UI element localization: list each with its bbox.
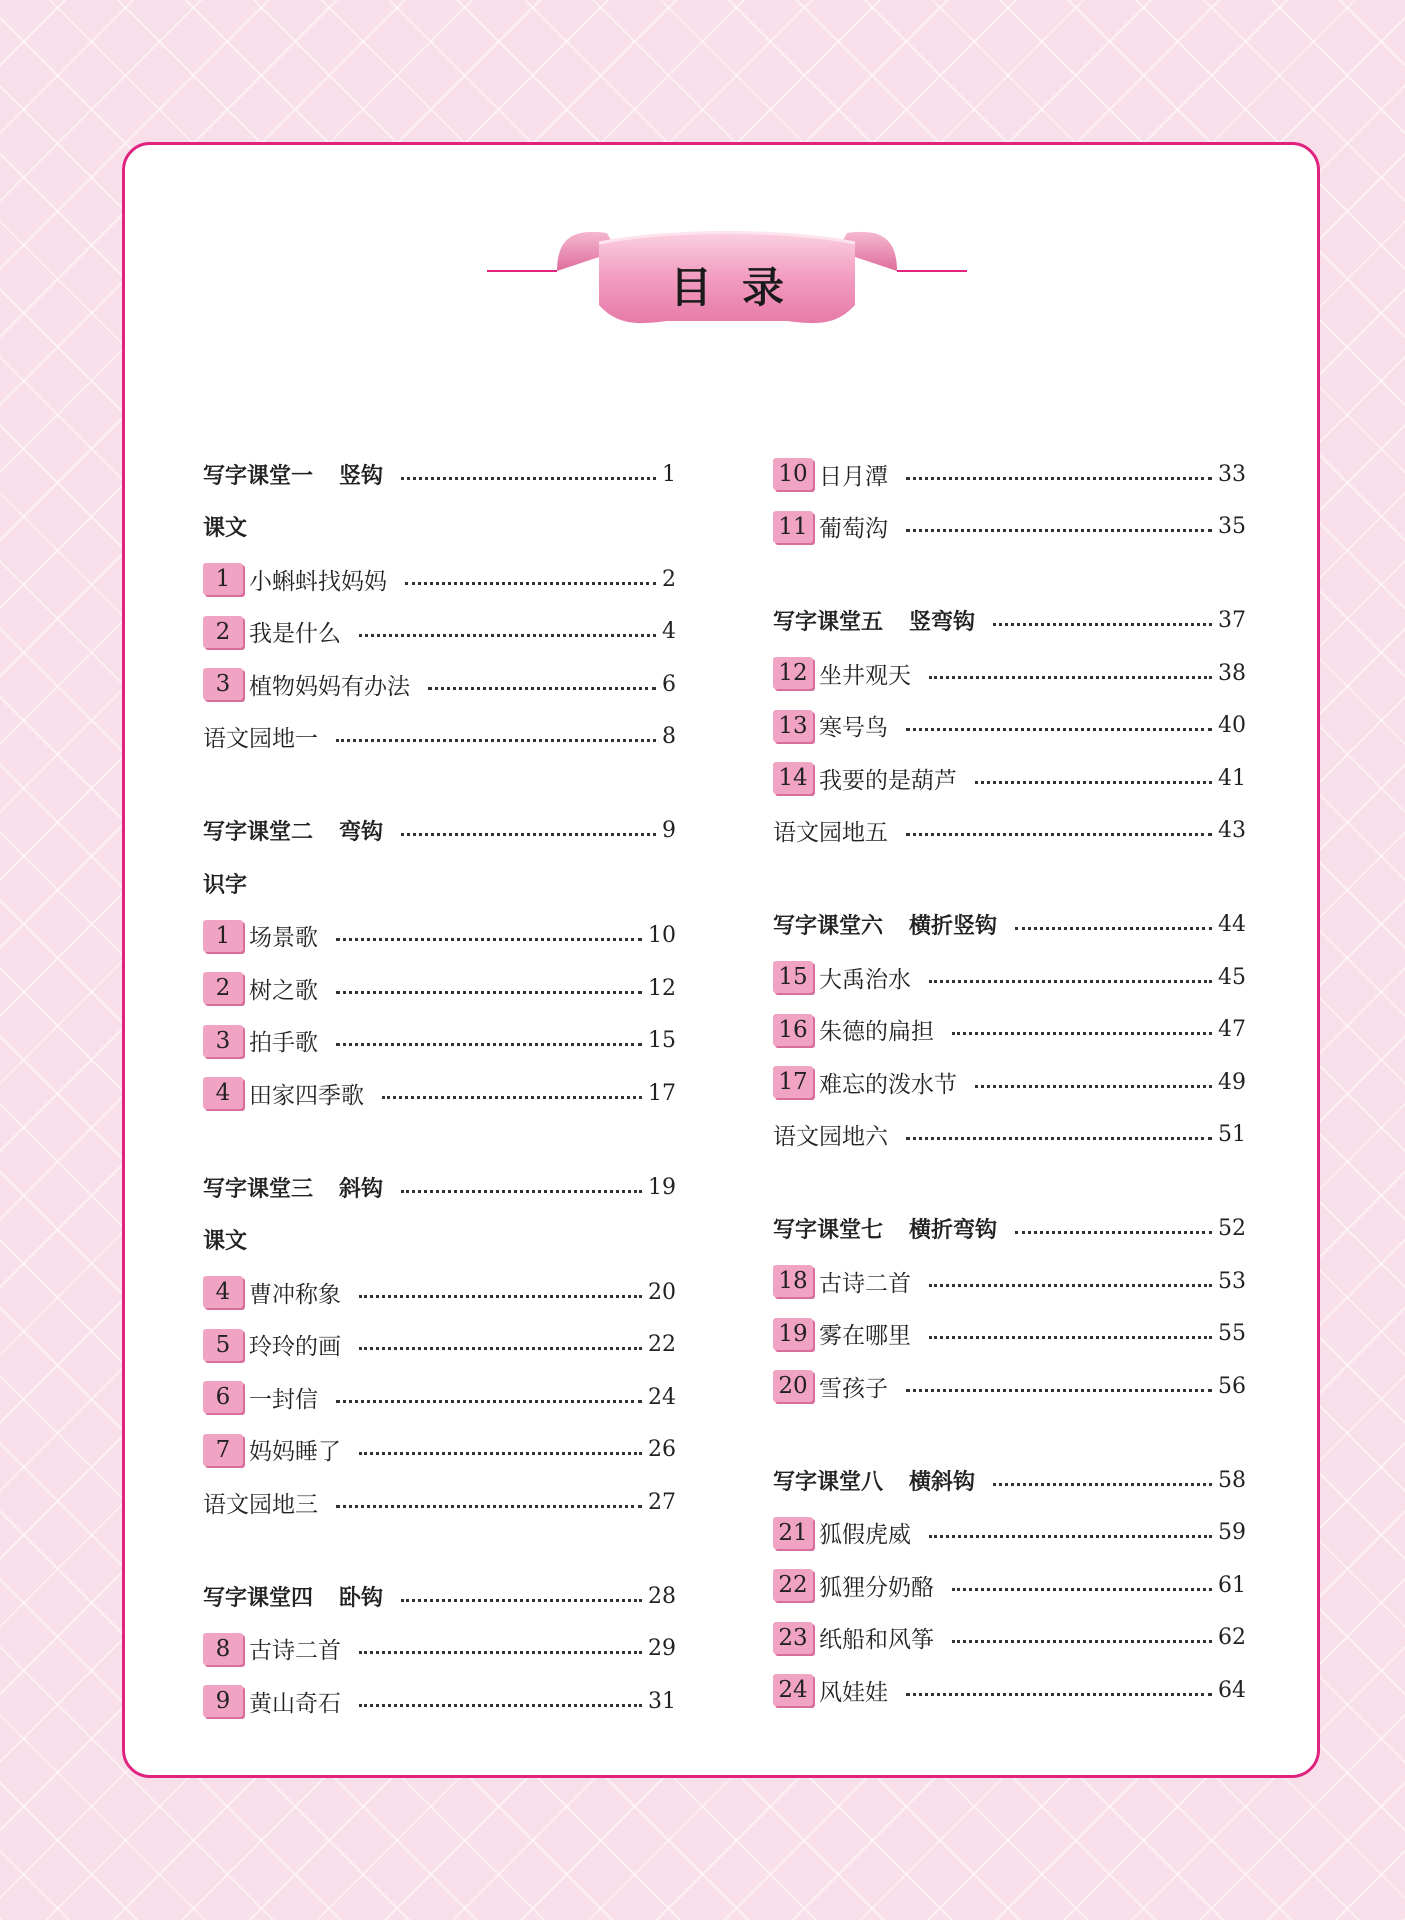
toc-entry-title: 语文园地一 [203,726,318,752]
dot-leader [975,781,1212,784]
toc-entry-title: 大禹治水 [819,966,911,993]
page-number: 58 [1218,1467,1246,1493]
lesson-number-badge: 19 [773,1318,813,1350]
toc-entry-title: 小蝌蚪找妈妈 [249,568,387,595]
lesson-number-badge: 5 [203,1329,243,1361]
lesson-number-badge: 16 [773,1014,813,1046]
toc-entry[interactable] [773,757,1246,799]
lesson-number-badge: 21 [773,1517,813,1549]
page-number: 29 [648,1636,676,1661]
page-number: 55 [1218,1321,1246,1346]
toc-entry-title: 树之歌 [249,977,318,1004]
lesson-number-badge: 6 [203,1381,243,1413]
page-number: 27 [648,1489,676,1515]
dot-leader [336,739,656,742]
toc-writing-lesson[interactable] [203,1166,676,1208]
toc-heading-stroke: 竖钩 [339,463,384,489]
toc-entry[interactable] [773,1365,1246,1407]
toc-heading-lesson: 写字课堂七 [773,1218,884,1243]
page-number: 4 [662,619,676,644]
dot-leader [336,1505,642,1508]
page-number: 35 [1218,514,1246,539]
title-banner [487,225,967,335]
toc-writing-lesson[interactable] [203,453,676,495]
lesson-number-badge: 3 [203,668,243,700]
toc-entry-title: 识字 [203,872,248,898]
toc-column-left [203,453,676,1733]
toc-entry-title: 狐假虎威 [819,1522,911,1548]
toc-entry[interactable] [203,1481,676,1523]
dot-leader [401,477,656,480]
toc-entry[interactable] [203,1628,676,1670]
dot-leader [906,477,1212,480]
toc-entry[interactable] [203,611,676,653]
page-number: 64 [1218,1677,1246,1703]
page-number: 59 [1218,1520,1246,1545]
toc-heading-lesson: 写字课堂二 [203,820,314,845]
toc-entry[interactable] [203,1020,676,1062]
toc-entry[interactable] [773,1260,1246,1302]
dot-leader [401,1190,642,1193]
toc-entry[interactable] [773,1114,1246,1156]
toc-entry-title: 葡萄沟 [819,516,888,542]
toc-entry-title: 植物妈妈有办法 [249,673,410,700]
toc-entry-title: 我要的是葫芦 [819,767,957,794]
lesson-number-badge: 23 [773,1622,813,1654]
page-number: 17 [648,1080,676,1106]
dot-leader [359,1704,642,1707]
toc-heading-stroke: 横折竖钩 [909,914,998,939]
toc-entry[interactable] [203,716,676,758]
dot-leader [1015,1231,1212,1234]
lesson-number-badge: 15 [773,961,813,993]
toc-heading-title [203,1581,383,1612]
toc-entry[interactable] [203,915,676,957]
toc-entry-title: 风娃娃 [819,1679,888,1706]
toc-writing-lesson[interactable] [773,1459,1246,1501]
page-number: 2 [662,566,676,592]
toc-heading-title [203,459,383,490]
toc-entry[interactable] [203,1271,676,1313]
toc-section-label [203,862,676,904]
page-number: 24 [648,1384,676,1410]
toc-entry[interactable] [203,663,676,705]
toc-entry[interactable] [773,453,1246,495]
lesson-number-badge: 12 [773,657,813,689]
toc-heading-lesson: 写字课堂六 [773,914,884,939]
dot-leader [906,1137,1212,1140]
page-number: 51 [1218,1122,1246,1147]
toc-heading-stroke: 斜钩 [339,1176,384,1202]
dot-leader [336,1043,642,1046]
page-number: 20 [648,1279,676,1305]
lesson-number-badge: 18 [773,1265,813,1297]
toc-entry[interactable] [773,1617,1246,1659]
toc-heading-lesson: 写字课堂一 [203,463,314,489]
page-number: 45 [1218,964,1246,990]
lesson-number-badge: 24 [773,1674,813,1706]
toc-entry[interactable] [773,1313,1246,1355]
lesson-number-badge: 10 [773,458,813,490]
toc-entry-title: 一封信 [249,1386,318,1413]
toc-entry-title: 日月潭 [819,463,888,490]
toc-heading-title [203,1172,383,1203]
toc-entry[interactable] [773,810,1246,852]
dot-leader [359,1347,642,1350]
toc-entry[interactable] [773,1009,1246,1051]
toc-entry[interactable] [773,1564,1246,1606]
toc-entry-title: 朱德的扁担 [819,1019,934,1045]
page-number: 19 [648,1174,676,1200]
toc-entry[interactable] [773,1061,1246,1103]
page-number: 12 [648,975,676,1001]
toc-heading-stroke: 卧钩 [339,1585,384,1611]
lesson-number-badge: 8 [203,1633,243,1665]
page-number: 38 [1218,660,1246,686]
lesson-number-badge: 1 [203,920,243,952]
toc-section-label [203,506,676,548]
toc-heading-title [773,1213,997,1244]
dot-leader [405,582,656,585]
page-number: 31 [648,1688,676,1714]
toc-entry-title: 狐狸分奶酪 [819,1574,934,1601]
page-number: 9 [662,818,676,843]
lesson-number-badge: 22 [773,1569,813,1601]
toc-entry-title: 语文园地三 [203,1491,318,1518]
toc-heading-title [203,815,383,846]
page-number: 41 [1218,765,1246,791]
toc-entry[interactable] [203,967,676,1009]
page-number: 15 [648,1028,676,1053]
dot-leader [359,1295,642,1298]
toc-heading-stroke: 弯钩 [339,820,384,845]
page-number: 52 [1218,1216,1246,1241]
toc-entry[interactable] [773,956,1246,998]
page-number: 43 [1218,818,1246,843]
toc-heading-lesson: 写字课堂五 [773,610,884,635]
lesson-number-badge: 7 [203,1434,243,1466]
lesson-number-badge: 14 [773,762,813,794]
page-number: 37 [1218,608,1246,633]
toc-entry[interactable] [203,1324,676,1366]
toc-heading-lesson: 写字课堂八 [773,1469,884,1495]
lesson-number-badge: 2 [203,616,243,648]
toc-writing-lesson[interactable] [773,600,1246,642]
dot-leader [993,623,1212,626]
toc-entry[interactable] [773,506,1246,548]
dot-leader [929,1284,1212,1287]
toc-writing-lesson[interactable] [773,904,1246,946]
page-number: 1 [662,461,676,487]
toc-heading-title [773,909,997,940]
toc-heading-title [773,1465,975,1496]
lesson-number-badge: 4 [203,1276,243,1308]
page-number: 33 [1218,461,1246,487]
toc-entry-title: 田家四季歌 [249,1082,364,1109]
toc-entry-title: 我是什么 [249,621,341,647]
dot-leader [906,1389,1212,1392]
dot-leader [336,1400,642,1403]
dot-leader [359,1651,642,1654]
toc-entry-title: 古诗二首 [249,1638,341,1664]
toc-entry[interactable] [773,1512,1246,1554]
toc-heading-stroke: 横斜钩 [909,1469,976,1495]
toc-entry-title: 妈妈睡了 [249,1439,341,1465]
dot-leader [929,1535,1212,1538]
dot-leader [359,1452,642,1455]
toc-entry-title: 坐井观天 [819,662,911,689]
dot-leader [428,687,656,690]
lesson-number-badge: 17 [773,1066,813,1098]
dot-leader [906,728,1212,731]
toc-entry-title: 曹冲称象 [249,1281,341,1308]
toc-entry[interactable] [203,1680,676,1722]
dot-leader [929,1336,1212,1339]
page-number: 22 [648,1332,676,1357]
lesson-number-badge: 20 [773,1370,813,1402]
lesson-number-badge: 1 [203,563,243,595]
page-number: 53 [1218,1268,1246,1294]
dot-leader [906,833,1212,836]
dot-leader [993,1483,1212,1486]
lesson-number-badge: 2 [203,972,243,1004]
toc-section-label [203,1219,676,1261]
toc-entry[interactable] [203,558,676,600]
toc-entry-title: 玲玲的画 [249,1334,341,1360]
page-number: 47 [1218,1017,1246,1042]
dot-leader [401,1599,642,1602]
toc-entry-title: 难忘的泼水节 [819,1071,957,1098]
toc-entry-title: 场景歌 [249,925,318,951]
toc-card [122,142,1320,1778]
dot-leader [336,991,642,994]
page-number: 26 [648,1437,676,1462]
toc-heading-stroke: 横折弯钩 [909,1218,998,1243]
toc-entry-title: 雾在哪里 [819,1323,911,1349]
page-number: 49 [1218,1069,1246,1095]
toc-entry-title: 黄山奇石 [249,1690,341,1717]
lesson-number-badge: 4 [203,1077,243,1109]
toc-writing-lesson[interactable] [203,810,676,852]
page-number: 40 [1218,713,1246,738]
toc-entry-title: 课文 [203,1229,248,1254]
dot-leader [401,833,656,836]
toc-entry[interactable] [203,1376,676,1418]
page-number: 62 [1218,1625,1246,1650]
dot-leader [1015,927,1212,930]
dot-leader [359,634,656,637]
page-number: 28 [648,1583,676,1609]
toc-entry[interactable] [203,1072,676,1114]
page-number: 44 [1218,912,1246,937]
lesson-number-badge: 11 [773,511,813,543]
dot-leader [336,938,642,941]
toc-entry[interactable] [203,1429,676,1471]
dot-leader [952,1640,1212,1643]
toc-entry-title: 语文园地六 [773,1124,888,1150]
dot-leader [906,1693,1212,1696]
toc-heading-stroke: 竖弯钩 [909,610,976,635]
dot-leader [952,1588,1212,1591]
page-number: 6 [662,671,676,697]
dot-leader [929,676,1212,679]
toc-entry-title: 课文 [203,516,248,541]
page-title: 目录 [669,263,814,312]
lesson-number-badge: 13 [773,710,813,742]
toc-entry[interactable] [773,652,1246,694]
toc-entry-title: 雪孩子 [819,1375,888,1402]
dot-leader [952,1032,1212,1035]
toc-entry[interactable] [773,705,1246,747]
toc-writing-lesson[interactable] [773,1208,1246,1250]
toc-heading-lesson: 写字课堂四 [203,1585,314,1611]
toc-entry-title: 语文园地五 [773,820,888,846]
page-number: 8 [662,724,676,749]
toc-writing-lesson[interactable] [203,1575,676,1617]
page-number: 56 [1218,1373,1246,1399]
dot-leader [382,1096,642,1099]
toc-entry-title: 拍手歌 [249,1030,318,1056]
dot-leader [975,1085,1212,1088]
toc-entry-title: 寒号鸟 [819,715,888,741]
toc-entry-title: 纸船和风筝 [819,1627,934,1653]
toc-entry-title: 古诗二首 [819,1270,911,1297]
lesson-number-badge: 3 [203,1025,243,1057]
dot-leader [929,980,1212,983]
toc-heading-title [773,605,975,636]
page-number: 61 [1218,1572,1246,1598]
toc-heading-lesson: 写字课堂三 [203,1176,314,1202]
page-number: 10 [648,923,676,948]
dot-leader [906,529,1212,532]
lesson-number-badge: 9 [203,1685,243,1717]
toc-entry[interactable] [773,1669,1246,1711]
toc-column-right [773,453,1246,1722]
